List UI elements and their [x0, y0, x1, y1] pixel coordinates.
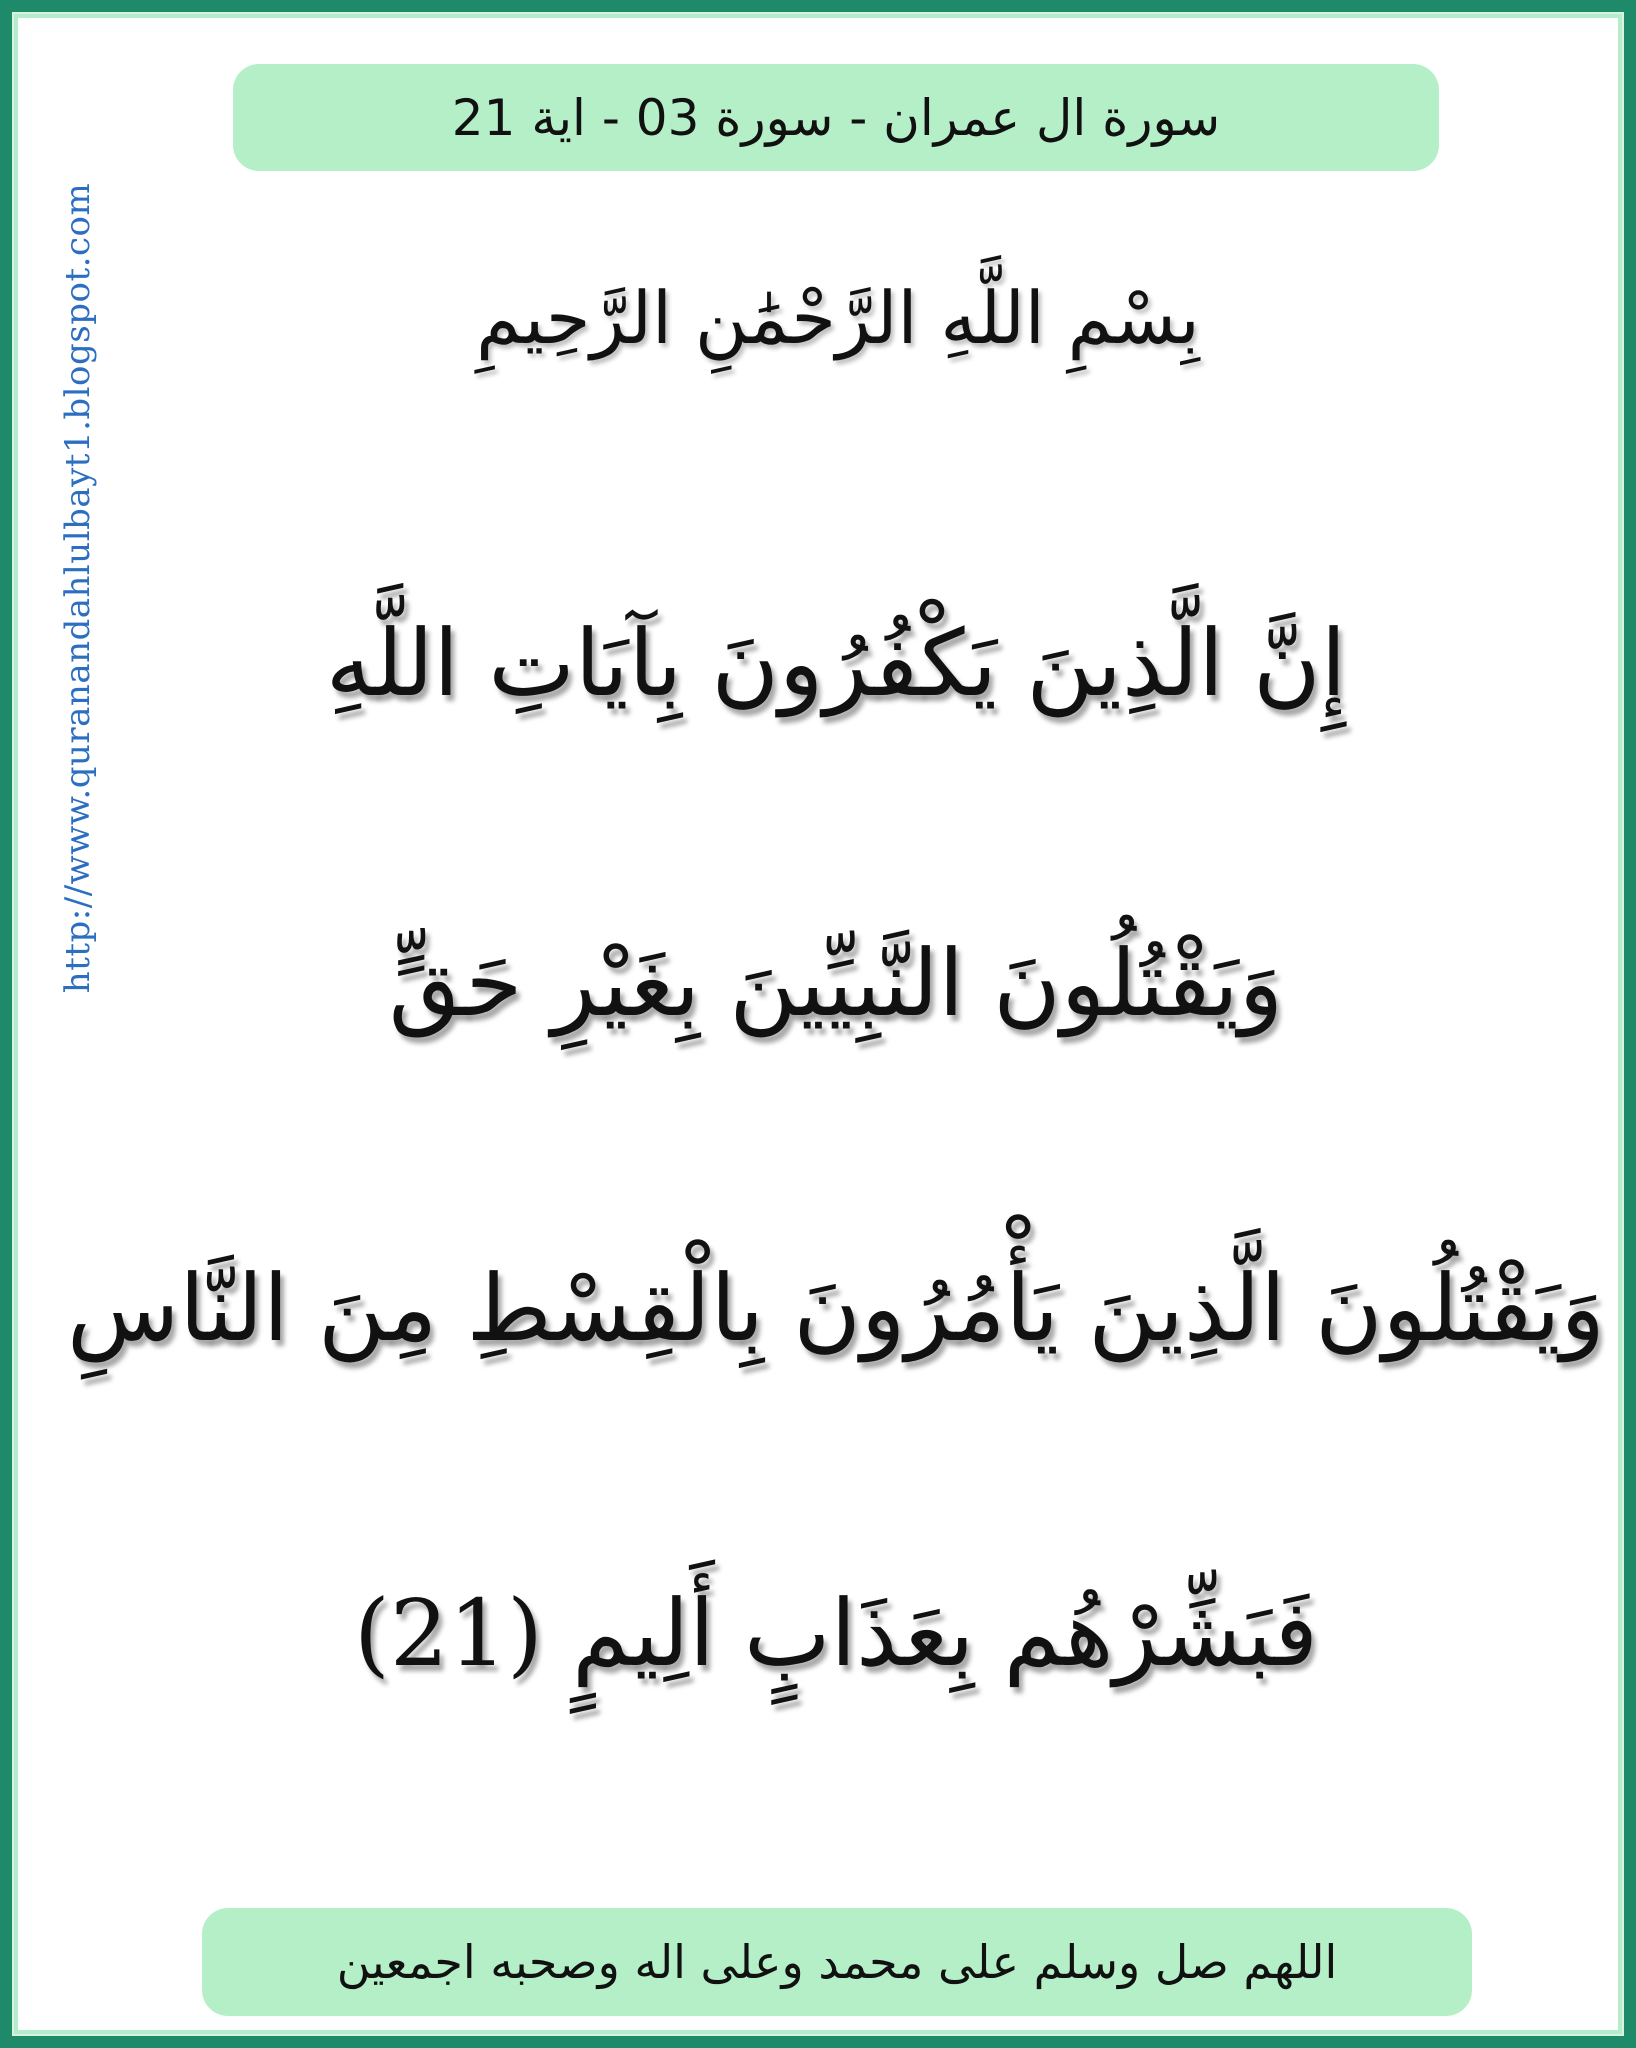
page-canvas: [14, 14, 1622, 2034]
footer-supplication: [202, 1908, 1472, 2016]
basmala: [268, 233, 1408, 403]
side-url-watermark: [48, 108, 108, 1068]
surah-header-text: سورة ال عمران - سورة 03 - اية 21: [451, 88, 1221, 147]
verse-line-4: [108, 1548, 1564, 1718]
verse-line-1: [108, 578, 1564, 748]
footer-supplication-text: اللهم صل وسلم على محمد وعلى اله وصحبه اجمعين: [336, 1935, 1338, 1989]
basmala-text: بِسْمِ اللَّهِ الرَّحْمَٰنِ الرَّحِيمِ: [476, 276, 1200, 360]
verse-line-2-text: وَيَقْتُلُونَ النَّبِيِّينَ بِغَيْرِ حَقٍّ: [388, 929, 1284, 1037]
verse-line-3: [67, 1223, 1605, 1393]
surah-header: [233, 64, 1439, 171]
side-url-text: http://www.quranandahlulbayt1.blogspot.com: [58, 182, 99, 994]
verse-line-4-text: فَبَشِّرْهُم بِعَذَابٍ أَلِيمٍ (21): [354, 1579, 1318, 1687]
verse-line-2: [108, 898, 1564, 1068]
verse-line-3-text: وَيَقْتُلُونَ الَّذِينَ يَأْمُرُونَ بِالْقِسْطِ مِنَ النَّاسِ: [67, 1254, 1605, 1362]
verse-line-1-text: إِنَّ الَّذِينَ يَكْفُرُونَ بِآيَاتِ اللَّهِ: [325, 609, 1347, 717]
